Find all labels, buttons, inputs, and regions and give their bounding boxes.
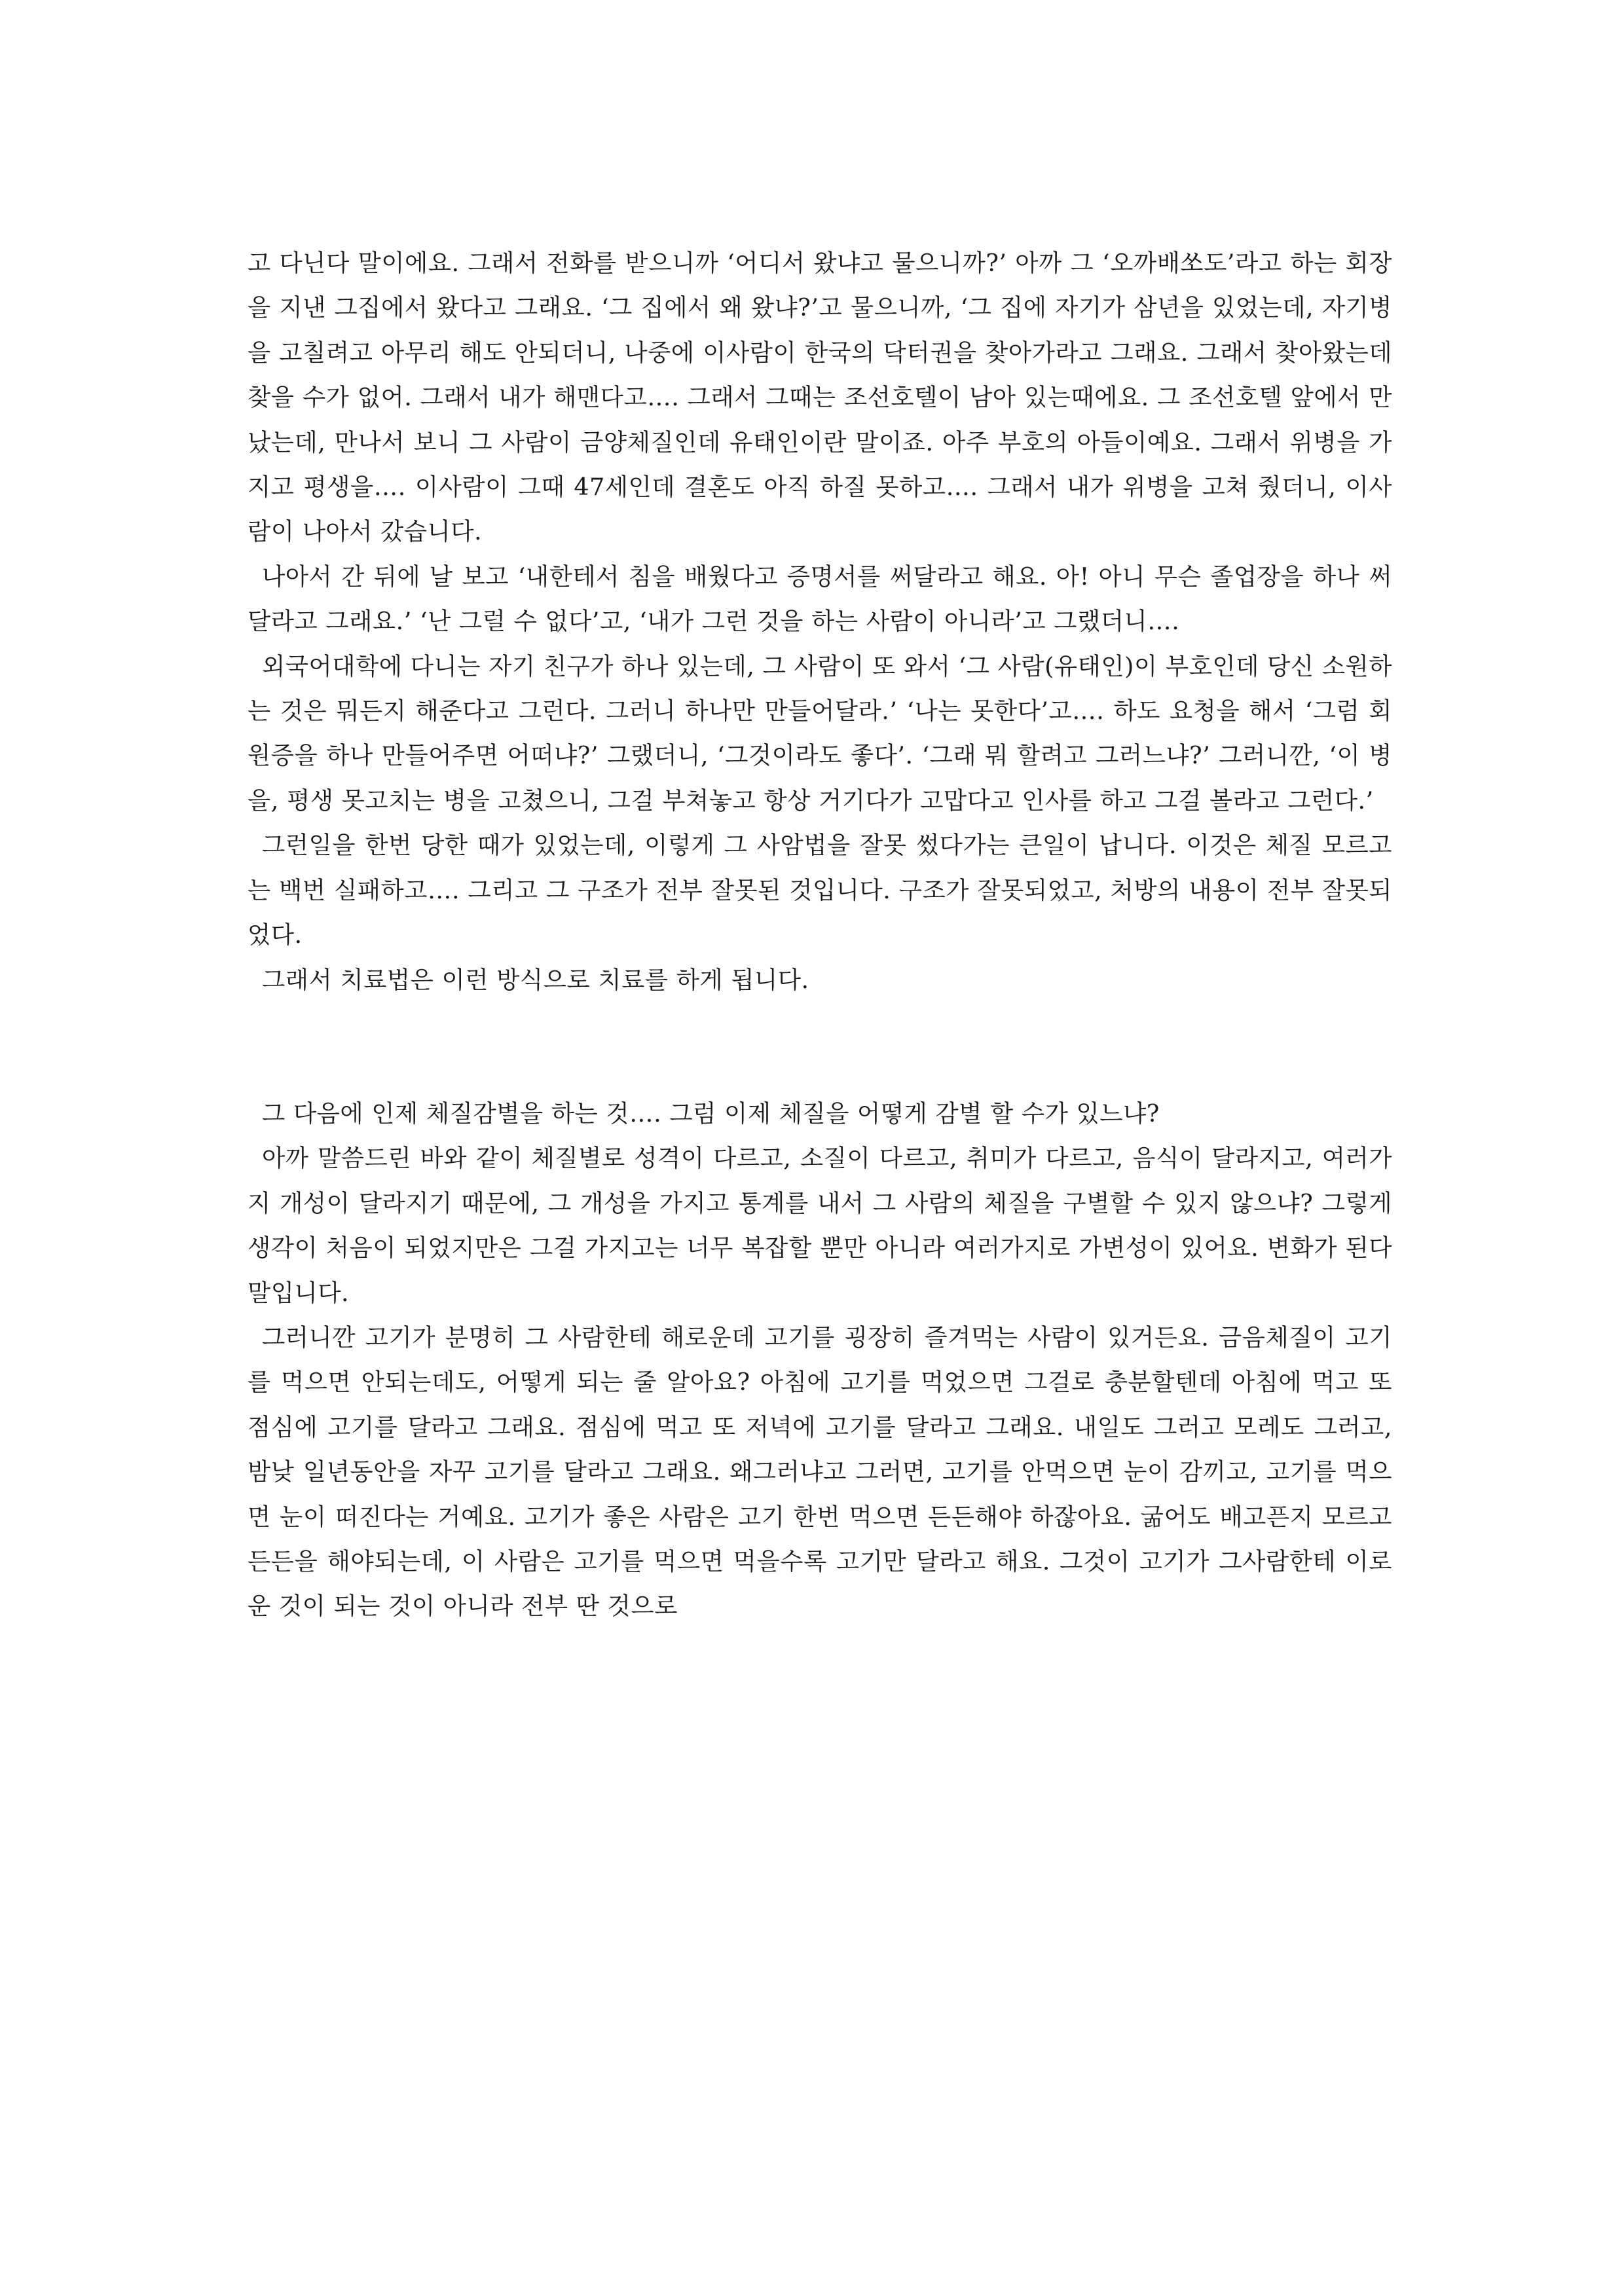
paragraph: 그래서 치료법은 이런 방식으로 치료를 하게 됩니다.: [262, 965, 809, 994]
paragraph: 그런일을 한번 당한 때가 있었는데, 이렇게 그 사암법을 잘못 썼다가는 큰일이 납니다. 이것은 체질 모르고는 백번 실패하고…. 그리고 그 구조가 전부 잘못된 것입니다. 구조가 잘못되었고, 처방의 내용이 전부 잘못되었다.: [248, 831, 1392, 949]
paragraph: 외국어대학에 다니는 자기 친구가 하나 있는데, 그 사람이 또 와서 ‘그 사람(유태인)이 부호인데 당신 소원하는 것은 뭐든지 해준다고 그런다. 그러니 하나만 만들어달라.’ ‘나는 못한다’고…. 하도 요청을 해서 ‘그럼 회원증을 하나 만들어주면 어떠냐?’ 그랬더니, ‘그것이라도 좋다’. ‘그래 뭐 할려고 그러느냐?’ 그러니깐, ‘이 병을, 평생 못고치는 병을 고쳤으니, 그걸 부쳐놓고 항상 거기다가 고맙다고 인사를 하고 그걸 볼라고 그런다.’: [248, 652, 1392, 815]
paragraph: 아까 말씀드린 바와 같이 체질별로 성격이 다르고, 소질이 다르고, 취미가 다르고, 음식이 달라지고, 여러가지 개성이 달라지기 때문에, 그 개성을 가지고 통계를 내서 그 사람의 체질을 구별할 수 있지 않으냐? 그렇게 생각이 처음이 되었지만은 그걸 가지고는 너무 복잡할 뿐만 아니라 여러가지로 가변성이 있어요. 변화가 된다 말입니다.: [248, 1144, 1392, 1307]
paragraph: 그 다음에 인제 체질감별을 하는 것…. 그럼 이제 체질을 어떻게 감별 할 수가 있느냐?: [262, 1099, 1160, 1128]
section-gap: [248, 1002, 1392, 1092]
body-text: [248, 241, 1392, 1629]
paragraph: 그러니깐 고기가 분명히 그 사람한테 해로운데 고기를 굉장히 즐겨먹는 사람이 있거든요. 금음체질이 고기를 먹으면 안되는데도, 어떻게 되는 줄 알아요? 아침에 고기를 먹었으면 그걸로 충분할텐데 아침에 먹고 또 점심에 고기를 달라고 그래요. 점심에 먹고 또 저녁에 고기를 달라고 그래요. 내일도 그러고 모레도 그러고, 밤낮 일년동안을 자꾸 고기를 달라고 그래요. 왜그러냐고 그러면, 고기를 안먹으면 눈이 감끼고, 고기를 먹으면 눈이 떠진다는 거예요. 고기가 좋은 사람은 고기 한번 먹으면 든든해야 하잖아요. 굶어도 배고픈지 모르고 든든을 해야되는데, 이 사람은 고기를 먹으면 먹을수록 고기만 달라고 해요. 그것이 고기가 그사람한테 이로운 것이 되는 것이 아니라 전부 딴 것으로: [248, 1323, 1392, 1621]
paragraph: 고 다닌다 말이에요. 그래서 전화를 받으니까 ‘어디서 왔냐고 물으니까?’ 아까 그 ‘오까배쏘도’라고 하는 회장을 지낸 그집에서 왔다고 그래요. ‘그 집에서 왜 왔냐?’고 물으니까, ‘그 집에 자기가 삼년을 있었는데, 자기병을 고칠려고 아무리 해도 안되더니, 나중에 이사람이 한국의 닥터권을 찾아가라고 그래요. 그래서 찾아왔는데 찾을 수가 없어. 그래서 내가 해맨다고…. 그래서 그때는 조선호텔이 남아 있는때에요. 그 조선호텔 앞에서 만났는데, 만나서 보니 그 사람이 금양체질인데 유태인이란 말이죠. 아주 부호의 아들이예요. 그래서 위병을 가지고 평생을…. 이사람이 그때 47세인데 결혼도 아직 하질 못하고…. 그래서 내가 위병을 고쳐 줬더니, 이사람이 나아서 갔습니다.: [248, 249, 1392, 546]
paragraph: 나아서 간 뒤에 날 보고 ‘내한테서 침을 배웠다고 증명서를 써달라고 해요. 아! 아니 무슨 졸업장을 하나 써 달라고 그래요.’ ‘난 그럴 수 없다’고, ‘내가 그런 것을 하는 사람이 아니라’고 그랬더니….: [248, 562, 1392, 636]
